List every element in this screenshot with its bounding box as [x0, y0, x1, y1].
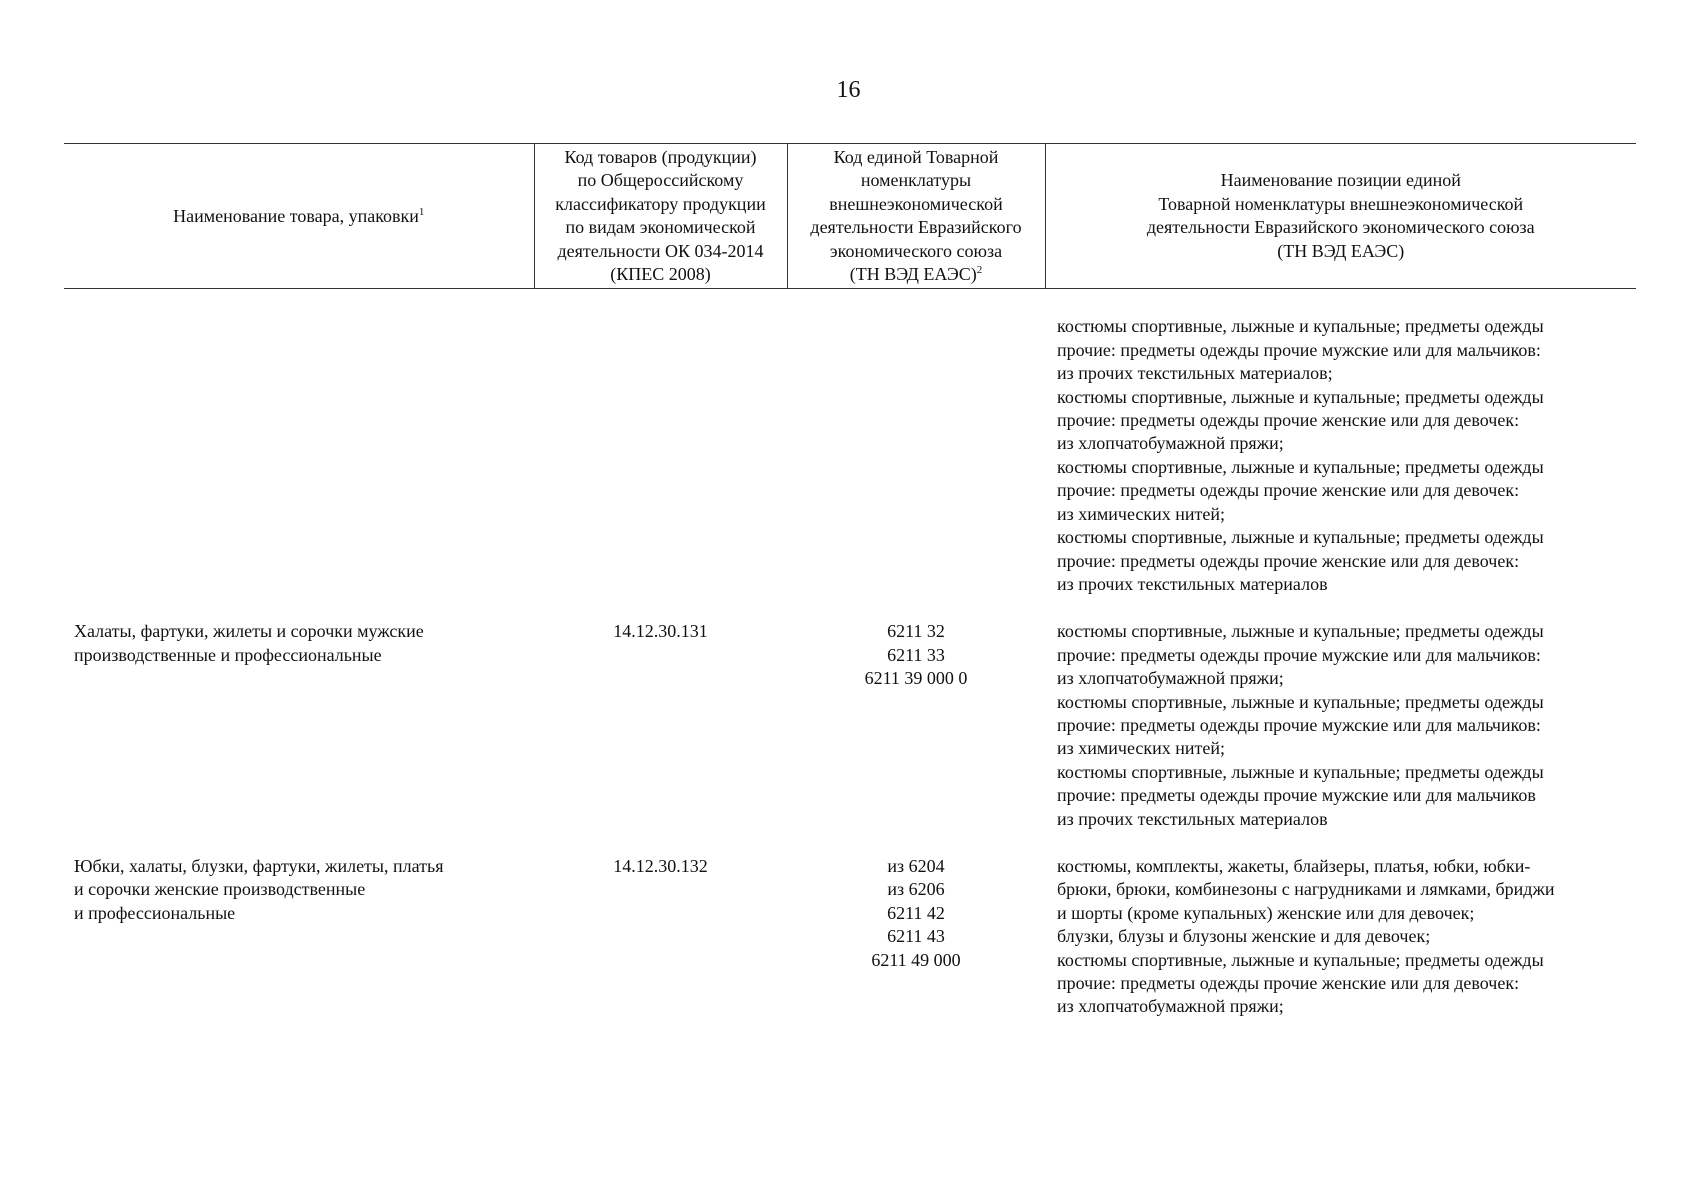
- goods-table: [64, 143, 1636, 1019]
- cell-goods-name: [64, 289, 534, 596]
- table-row: [64, 289, 1636, 596]
- cell-goods-name: Халаты, фартуки, жилеты и сорочки мужские производственные и профессиональные: [74, 621, 424, 665]
- cell-tnved-code: [787, 289, 1045, 596]
- table-row: [64, 831, 1636, 1019]
- header-tnved-code: Код единой Товарной номенклатуры внешнеэкономической деятельности Евразийского экономического союза (ТН ВЭД ЕАЭС)$^2$: [787, 144, 1045, 289]
- cell-tnved-name: костюмы спортивные, лыжные и купальные; предметы одежды прочие: предметы одежды прочие мужские или для мальчиков: из хлопчатобумажной пряжи; костюмы спортивные, лыжные и купальные; предметы одежды прочие: предметы одежды прочие мужские или для мальчиков: из химических нитей; костюмы спортивные, лыжные и купальные; предметы одежды прочие: предметы одежды прочие мужские или для мальчиков из прочих текстильных материалов: [1057, 621, 1544, 829]
- cell-okpd-code: 14.12.30.132: [613, 855, 708, 876]
- table-row: [64, 596, 1636, 831]
- table-body: [64, 289, 1636, 1019]
- cell-tnved-name: костюмы, комплекты, жакеты, блайзеры, платья, юбки, юбки- брюки, брюки, комбинезоны с нагрудниками и лямками, бриджи и шорты (кроме купальных) женские или для девочек; блузки, блузы и блузоны женские и для девочек; костюмы спортивные, лыжные и купальные; предметы одежды прочие: предметы одежды прочие женские или для девочек: из хлопчатобумажной пряжи;: [1057, 855, 1555, 1017]
- cell-tnved-code: из 6204 из 6206 6211 42 6211 43 6211 49 000: [871, 855, 961, 970]
- cell-okpd-code: [534, 289, 787, 596]
- header-goods-name: Наименование товара, упаковки$^1$: [64, 144, 534, 289]
- cell-tnved-name: костюмы спортивные, лыжные и купальные; предметы одежды прочие: предметы одежды прочие мужские или для мальчиков: из прочих текстильных материалов; костюмы спортивные, лыжные и купальные; предметы одежды прочие: предметы одежды прочие женские или для девочек: из хлопчатобумажной пряжи; костюмы спортивные, лыжные и купальные; предметы одежды прочие: предметы одежды прочие женские или для девочек: из химических нитей; костюмы спортивные, лыжные и купальные; предметы одежды прочие: предметы одежды прочие женские или для девочек: из прочих текстильных материалов: [1057, 316, 1544, 594]
- header-tnved-name: Наименование позиции единой Товарной номенклатуры внешнеэкономической деятельности Евразийского экономического союза (ТН ВЭД ЕАЭС): [1045, 144, 1636, 289]
- cell-tnved-code: 6211 32 6211 33 6211 39 000 0: [864, 621, 968, 689]
- header-okpd-code: Код товаров (продукции) по Общероссийскому классификатору продукции по видам экономической деятельности ОК 034-2014 (КПЕС 2008): [534, 144, 787, 289]
- cell-okpd-code: 14.12.30.131: [613, 621, 708, 642]
- cell-goods-name: Юбки, халаты, блузки, фартуки, жилеты, платья и сорочки женские производственные и профессиональные: [74, 855, 444, 923]
- table-header: [64, 144, 1636, 289]
- page-number: 16: [836, 77, 861, 103]
